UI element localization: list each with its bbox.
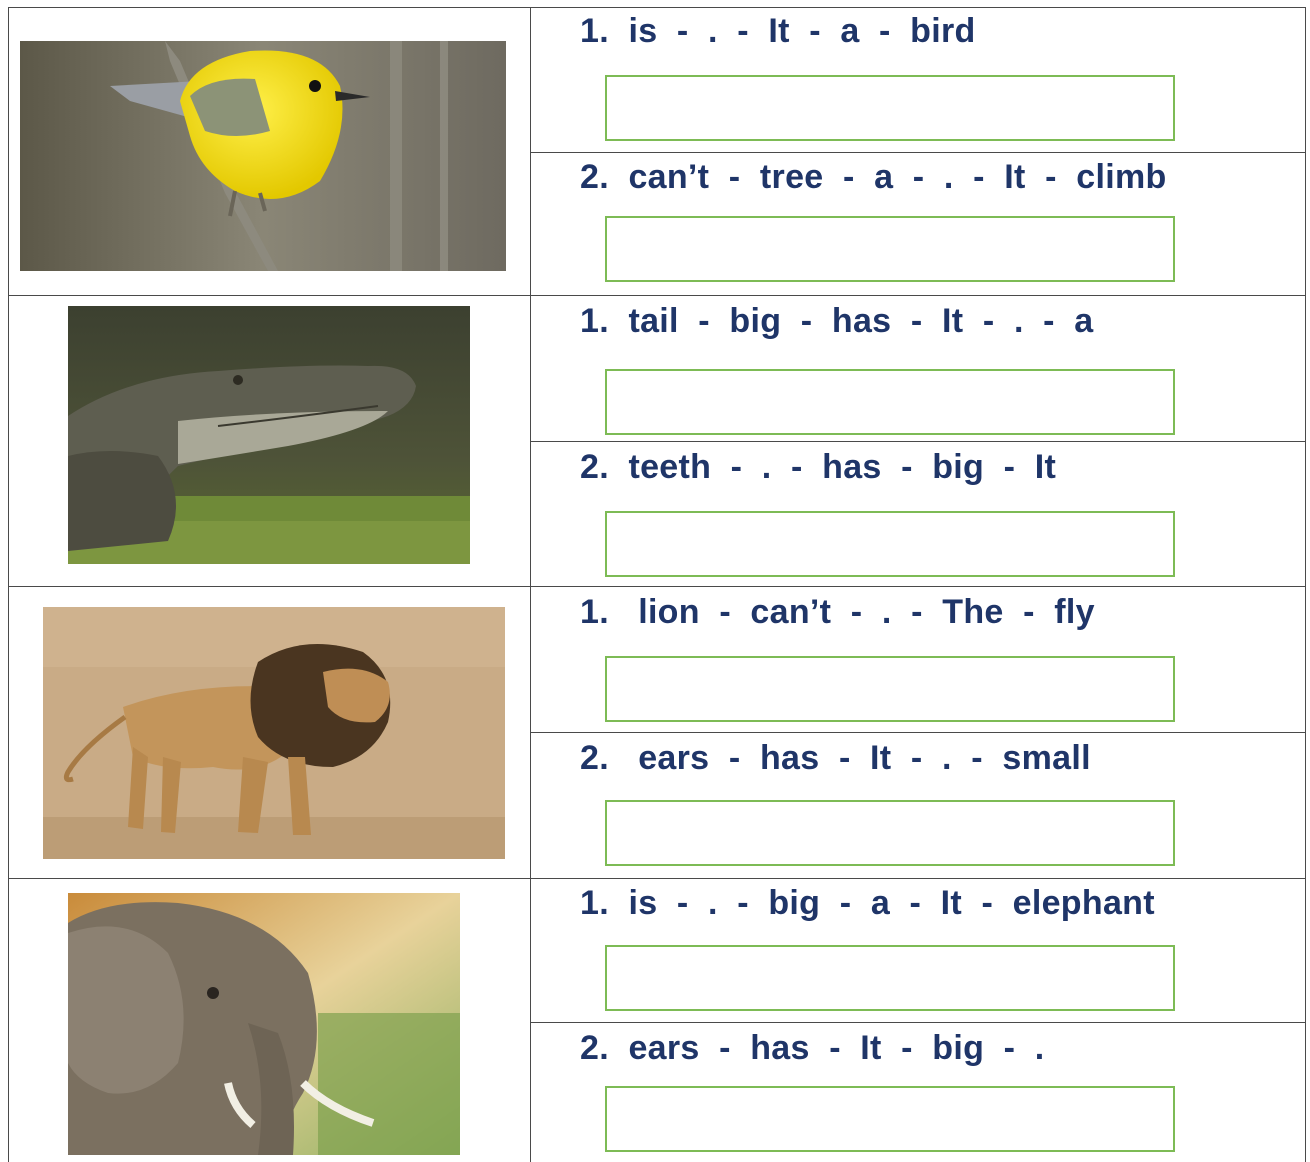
elephant-photo: [68, 893, 460, 1155]
table-border-left: [8, 7, 9, 1162]
sentence-divider: [530, 732, 1306, 733]
sentence-divider: [530, 441, 1306, 442]
sentence-scrambled: 1. tail - big - has - It - . - a: [580, 302, 1094, 340]
sentence-scrambled: 1. is - . - It - a - bird: [580, 12, 976, 50]
table-border-right: [1305, 7, 1306, 1162]
answer-box[interactable]: [605, 369, 1175, 435]
sentence-divider: [530, 152, 1306, 153]
table-border-top: [8, 7, 1306, 8]
sentence-scrambled: 2. ears - has - It - big - .: [580, 1029, 1045, 1067]
answer-box[interactable]: [605, 216, 1175, 282]
lion-photo: [43, 607, 505, 859]
answer-box[interactable]: [605, 656, 1175, 722]
row-divider: [8, 295, 1306, 296]
answer-box[interactable]: [605, 945, 1175, 1011]
answer-box[interactable]: [605, 800, 1175, 866]
sentence-scrambled: 2. teeth - . - has - big - It: [580, 448, 1057, 486]
sentence-divider: [530, 1022, 1306, 1023]
answer-box[interactable]: [605, 511, 1175, 577]
sentence-scrambled: 2. can’t - tree - a - . - It - climb: [580, 158, 1167, 196]
sentence-scrambled: 2. ears - has - It - . - small: [580, 739, 1091, 777]
sentence-scrambled: 1. lion - can’t - . - The - fly: [580, 593, 1095, 631]
column-divider: [530, 7, 531, 1162]
row-divider: [8, 878, 1306, 879]
crocodile-photo: [68, 306, 470, 564]
yellow-bird-photo: [20, 41, 506, 271]
answer-box[interactable]: [605, 1086, 1175, 1152]
answer-box[interactable]: [605, 75, 1175, 141]
row-divider: [8, 586, 1306, 587]
sentence-scrambled: 1. is - . - big - a - It - elephant: [580, 884, 1155, 922]
